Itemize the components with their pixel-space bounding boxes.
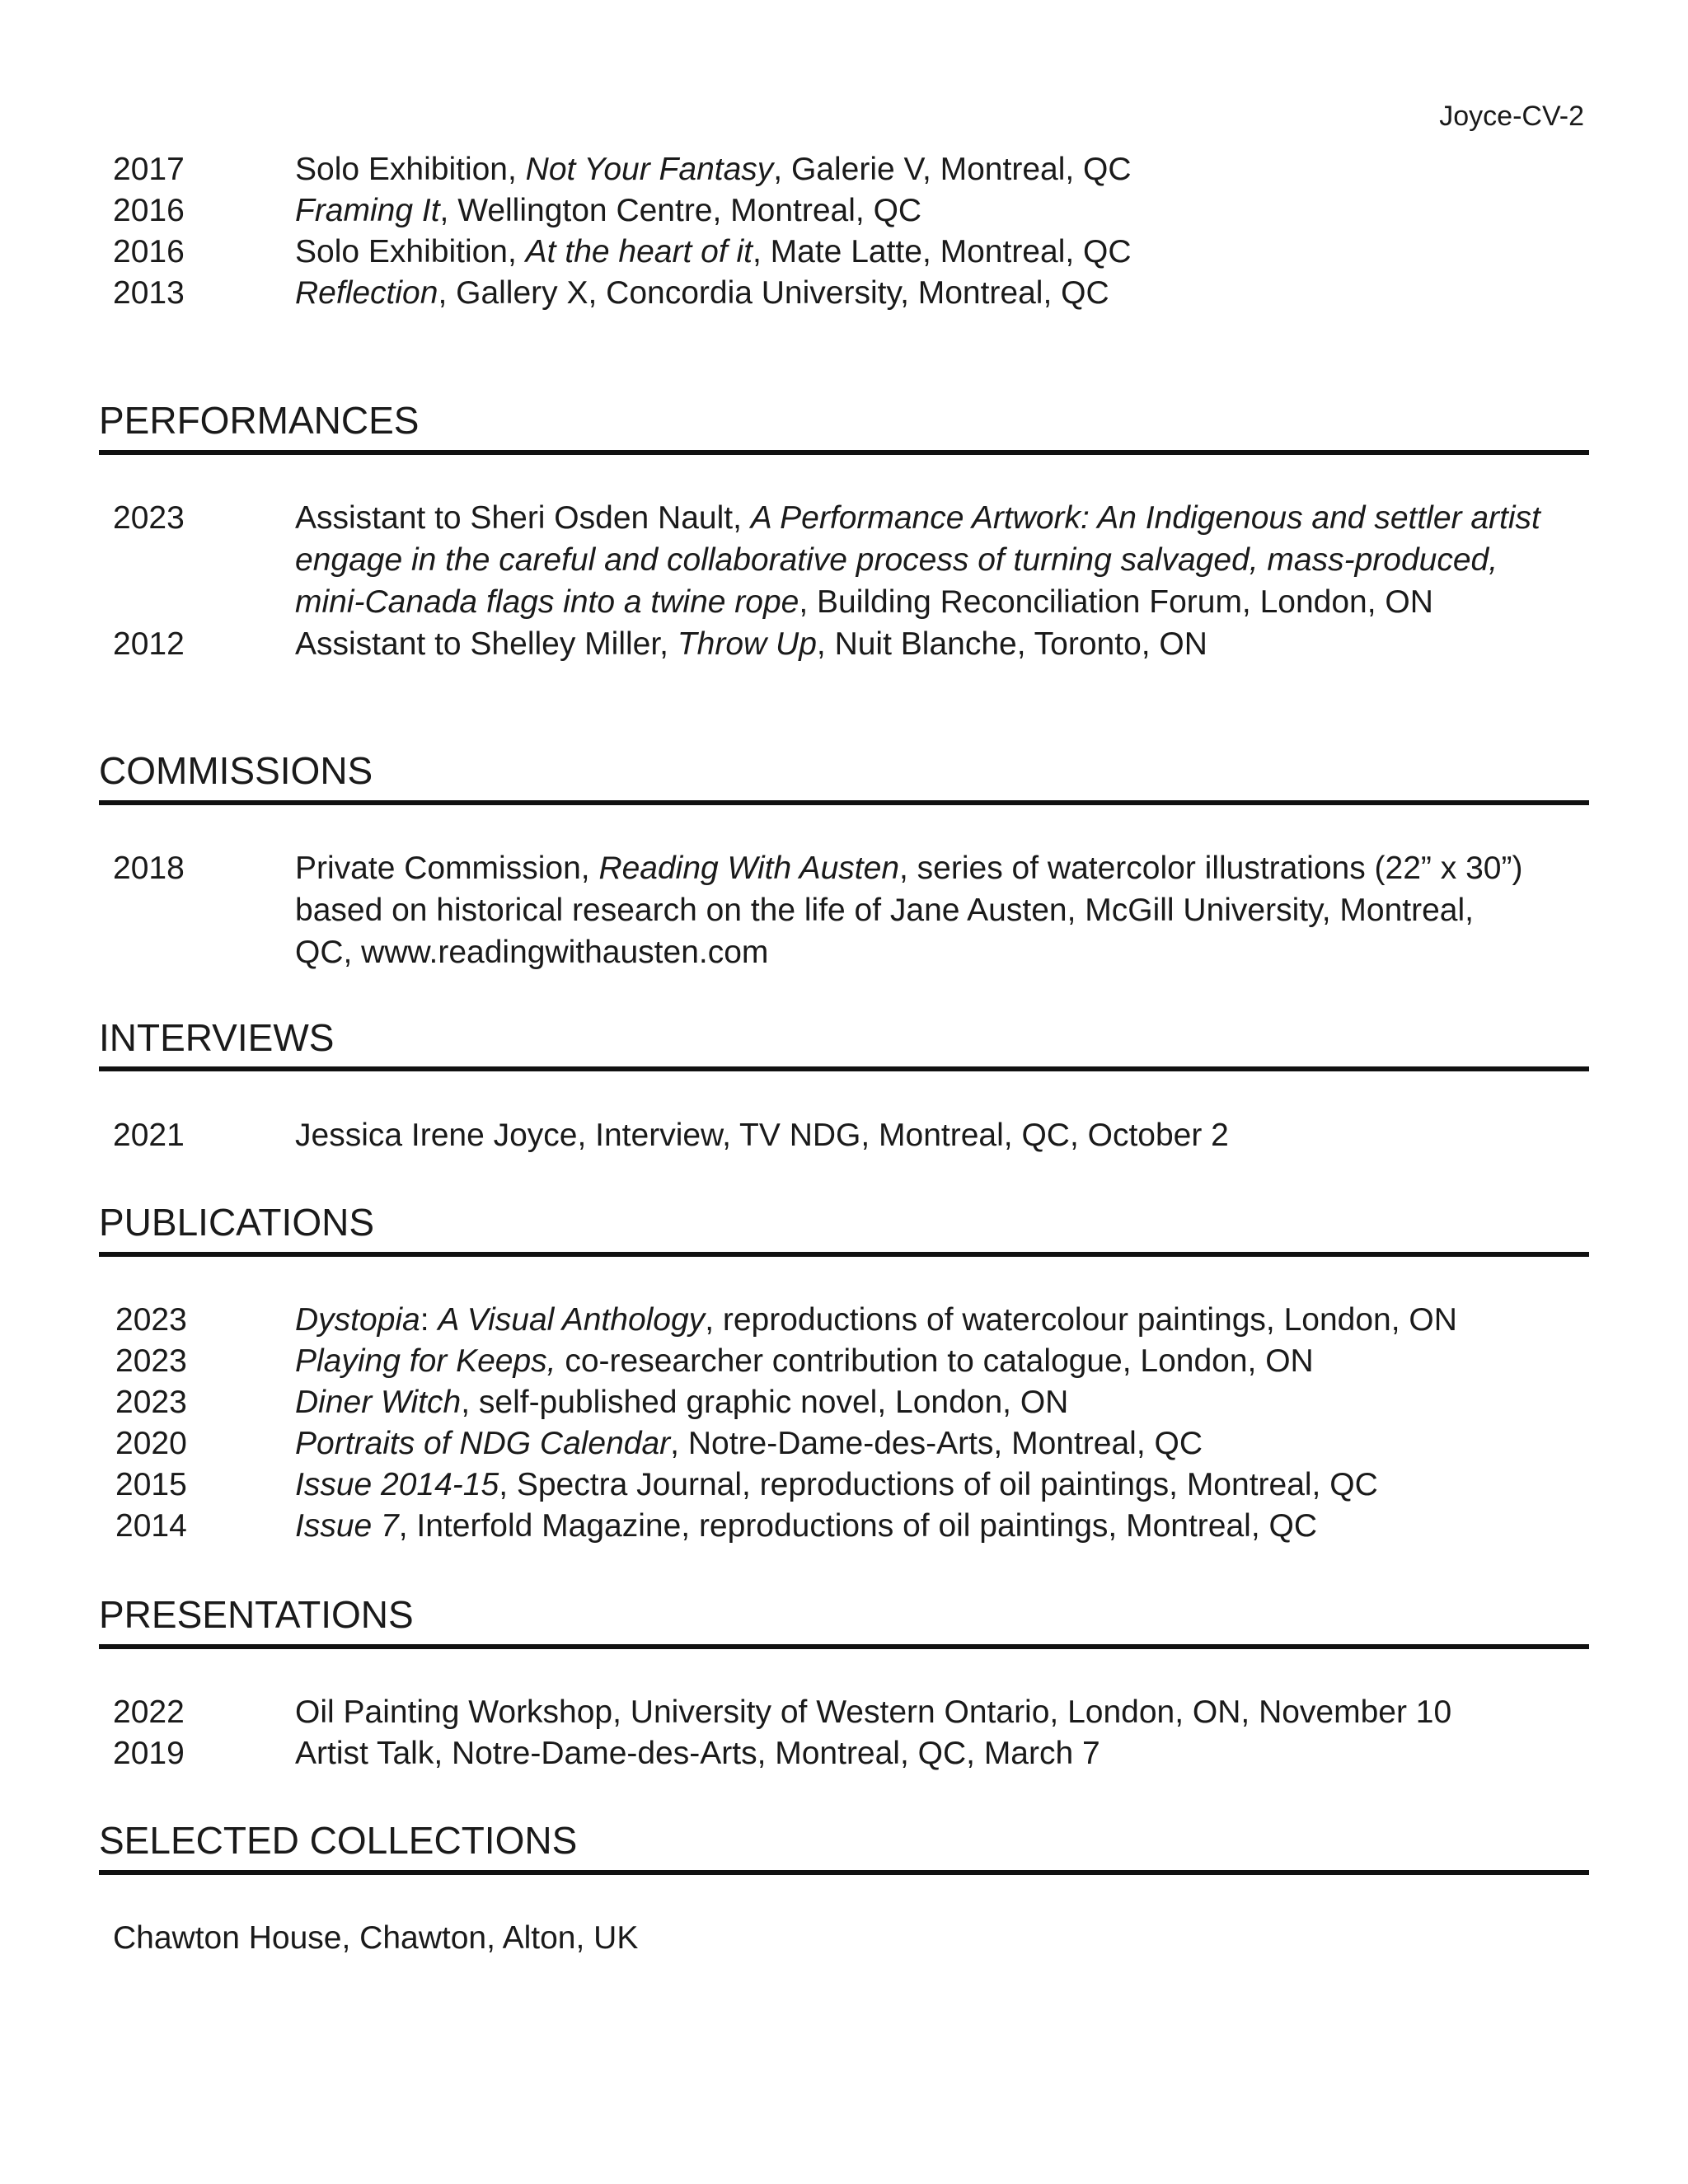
entry-title: Reflection <box>295 275 438 311</box>
entry-text <box>295 497 1564 623</box>
entry-title: Not Your Fantasy <box>525 152 774 187</box>
section-divider <box>99 450 1589 455</box>
entry-details: QC, www.readingwithausten.com <box>295 935 769 970</box>
entry-text <box>295 847 1564 973</box>
entry-year: 2015 <box>115 1467 187 1502</box>
entry-year: 2023 <box>115 1302 187 1338</box>
entry-text <box>295 148 1564 190</box>
entry-details: Private Commission, <box>295 851 599 886</box>
entry-year: 2016 <box>113 193 185 228</box>
section-heading-publications: PUBLICATIONS <box>99 1201 374 1244</box>
entry-year: 2019 <box>113 1736 185 1771</box>
entry-text <box>295 1464 1564 1506</box>
section-divider <box>99 1252 1589 1257</box>
entry-year: 2023 <box>115 1343 187 1379</box>
entry-year: 2014 <box>115 1508 187 1544</box>
entry-text <box>295 272 1564 314</box>
entry-title: A Visual Anthology <box>438 1302 706 1338</box>
section-heading-interviews: INTERVIEWS <box>99 1016 335 1059</box>
entry-text <box>295 1299 1564 1341</box>
entry-year: 2012 <box>113 626 185 662</box>
entry-text <box>295 231 1564 273</box>
entry-title: Reading With Austen <box>598 851 900 886</box>
entry-details: , Interfold Magazine, reproductions of oil paintings, Montreal, QC <box>398 1508 1317 1544</box>
entry-title: Framing It <box>295 193 440 228</box>
entry-details: , Galerie V, Montreal, QC <box>773 152 1132 187</box>
entry-separator: : <box>420 1302 438 1338</box>
entry-details: , self-published graphic novel, London, ON <box>461 1385 1069 1420</box>
entry-text: Oil Painting Workshop, University of Western Ontario, London, ON, November 10 <box>295 1694 1452 1730</box>
entry-details: , Nuit Blanche, Toronto, ON <box>816 626 1207 662</box>
entry-details: Assistant to Sheri Osden Nault, <box>295 500 751 536</box>
section-divider <box>99 1644 1589 1649</box>
entry-title: At the heart of it <box>525 234 753 269</box>
entry-details: , Mate Latte, Montreal, QC <box>753 234 1132 269</box>
entry-separator: , <box>508 152 526 187</box>
entry-details: , Gallery X, Concordia University, Montreal, QC <box>438 275 1109 311</box>
entry-text <box>295 1505 1564 1547</box>
entry-details: based on historical research on the life of Jane Austen, McGill University, Montreal, <box>295 893 1474 928</box>
entry-year: 2017 <box>113 152 185 187</box>
section-divider <box>99 1870 1589 1875</box>
section-heading-presentations: PRESENTATIONS <box>99 1593 414 1636</box>
section-heading-collections: SELECTED COLLECTIONS <box>99 1819 578 1862</box>
entry-year: 2013 <box>113 275 185 311</box>
entry-text <box>295 623 1564 665</box>
entry-details: , Spectra Journal, reproductions of oil paintings, Montreal, QC <box>499 1467 1378 1502</box>
entry-text <box>295 1381 1564 1423</box>
entry-text: Jessica Irene Joyce, Interview, TV NDG, Montreal, QC, October 2 <box>295 1118 1229 1153</box>
entry-details: , Building Reconciliation Forum, London, ON <box>799 584 1433 620</box>
entry-lead: Solo Exhibition <box>295 152 508 187</box>
entry-year: 2020 <box>115 1426 187 1461</box>
entry-title: Dystopia <box>295 1302 420 1338</box>
collection-item: Chawton House, Chawton, Alton, UK <box>113 1920 639 1956</box>
entry-year: 2022 <box>113 1694 185 1730</box>
page-reference: Joyce-CV-2 <box>1439 101 1584 132</box>
entry-year: 2016 <box>113 234 185 269</box>
section-divider <box>99 800 1589 805</box>
entry-year: 2023 <box>113 500 185 536</box>
entry-title: Playing for Keeps, <box>295 1343 556 1379</box>
section-divider <box>99 1066 1589 1071</box>
entry-title: A Performance Artwork: An Indigenous and settler artist <box>750 500 1540 536</box>
entry-lead: Solo Exhibition <box>295 234 508 269</box>
entry-details: Assistant to Shelley Miller, <box>295 626 678 662</box>
entry-title: Throw Up <box>677 626 817 662</box>
entry-details: co-researcher contribution to catalogue, London, ON <box>556 1343 1314 1379</box>
entry-title: mini-Canada flags into a twine rope <box>295 584 799 620</box>
entry-text <box>295 1340 1564 1382</box>
entry-title: Issue 7 <box>295 1508 399 1544</box>
entry-text <box>295 1422 1564 1465</box>
section-heading-performances: PERFORMANCES <box>99 399 420 442</box>
entry-year: 2018 <box>113 851 185 886</box>
entry-title: Portraits of NDG Calendar <box>295 1426 671 1461</box>
entry-title: Diner Witch <box>295 1385 462 1420</box>
entry-details: , Notre-Dame-des-Arts, Montreal, QC <box>670 1426 1203 1461</box>
section-heading-commissions: COMMISSIONS <box>99 749 373 792</box>
entry-separator: , <box>508 234 526 269</box>
entry-year: 2021 <box>113 1118 185 1153</box>
entry-year: 2023 <box>115 1385 187 1420</box>
entry-title: Issue 2014-15 <box>295 1467 499 1502</box>
entry-details: , series of watercolor illustrations (22” x 30”) <box>899 851 1523 886</box>
entry-details: , Wellington Centre, Montreal, QC <box>439 193 922 228</box>
entry-text: Artist Talk, Notre-Dame-des-Arts, Montreal, QC, March 7 <box>295 1736 1100 1771</box>
entry-details: , reproductions of watercolour paintings, London, ON <box>705 1302 1457 1338</box>
entry-title: engage in the careful and collaborative process of turning salvaged, mass-produced, <box>295 542 1498 578</box>
entry-text <box>295 190 1564 232</box>
